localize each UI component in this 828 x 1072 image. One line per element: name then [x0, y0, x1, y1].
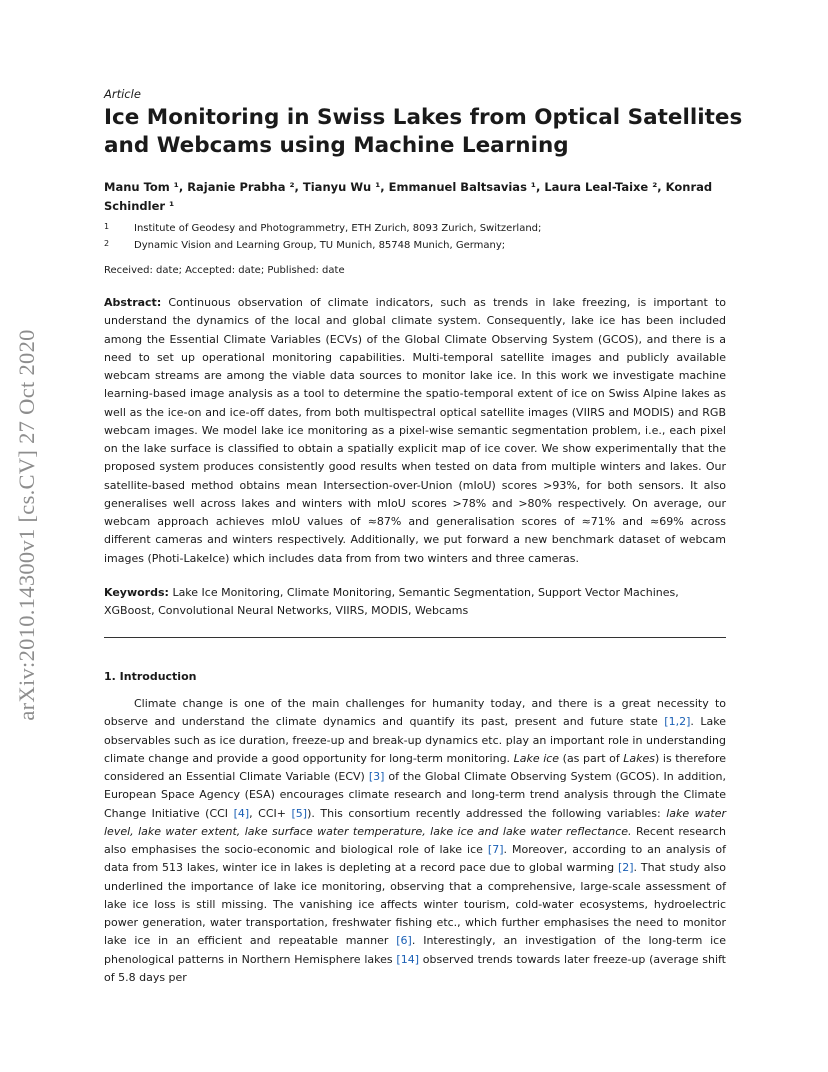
intro-text: ). This consortium recently addressed the following variables: — [307, 806, 667, 820]
author-list — [104, 178, 744, 216]
section-divider — [104, 637, 726, 638]
intro-text: Climate change is one of the main challenges for humanity today, and there is a great necessity to observe and understand the climate dynamics and quantify its past, present and future state — [104, 697, 726, 729]
keywords-text: Lake Ice Monitoring, Climate Monitoring, Semantic Segmentation, Support Vector Machines, XGBoost, Convolutional Neural Networks, VIIRS, MODIS, Webcams — [104, 586, 679, 618]
intro-text: of the Global Climate Observing System (GCOS). In addition, European Space Agency (ESA) encourages climate research and long-term trend analysis through the Climate Change Initiative (CCI — [104, 770, 727, 820]
intro-text: observed trends towards later freeze-up (average shift of 5.8 days per — [104, 952, 726, 984]
citation-link[interactable]: [2] — [617, 861, 634, 875]
affiliation-text: Institute of Geodesy and Photogrammetry, ETH Zurich, 8093 Zurich, Switzerland; — [134, 223, 542, 234]
keywords-label: Keywords: — [104, 586, 169, 599]
affiliation-number: 2 — [104, 239, 110, 248]
abstract-text: Continuous observation of climate indicators, such as trends in lake freezing, is important to understand the dynamics of the local and global climate system. Consequently, lake ice has been included among the Essential Climate Variables (ECVs) of the Global Climate Observing System (GCOS), and there is a need to set up operational monitoring capabilities. Multi-temporal satellite images and publicly available webcam streams are among the viable data sources to monitor lake ice. In this work we investigate machine learning-based image analysis as a tool to determine the spatio-temporal extent of ice on Swiss Alpine lakes as well as the ice-on and ice-off dates, from both multispectral optical satellite images (VIIRS and MODIS) and RGB webcam images. We model lake ice monitoring as a pixel-wise semantic segmentation problem, i.e., each pixel on the lake surface is classified to obtain a spatially explicit map of ice cover. We show experimentally that the proposed system produces consistently good results when tested on data from multiple winters and lakes. Our satellite-based method obtains mean Intersection-over-Union (mIoU) scores >93%, for both sensors. It also generalises well across lakes and winters with mIoU scores >78% and >80% respectively. On average, our webcam approach achieves mIoU values of ≈87% and generalisation scores of ≈71% and ≈69% across different cameras and winters respectively. Additionally, we put forward a new benchmark dataset of webcam images (Photi-LakeIce) which includes data from from two winters and three cameras. — [104, 296, 727, 565]
intro-text: (as part of — [559, 751, 624, 765]
intro-text: Recent research also emphasises the socio-economic and biological role of lake ice — [104, 824, 726, 856]
abstract-label: Abstract: — [104, 296, 162, 309]
introduction-paragraph — [104, 695, 726, 987]
article-label: Article — [104, 87, 141, 101]
intro-text: . Moreover, according to an analysis of data from 513 lakes, winter ice in lakes is depleting at a record pace due to global warming — [104, 843, 726, 875]
citation-link[interactable]: [4] — [233, 806, 250, 820]
intro-text: . That study also underlined the importance of lake ice monitoring, observing that a comprehensive, large-scale assessment of lake ice loss is still missing. The vanishing ice affects winter tourism, cold-water ecosystems, hydroelectric power generation, water transportation, freshwater fishing etc., which further emphasises the need to monitor lake ice in an efficient and repeatable manner — [104, 861, 726, 948]
citation-link[interactable]: [1,2] — [664, 715, 691, 729]
intro-text: . Interestingly, an investigation of the long-term ice phenological patterns in Northern Hemisphere lakes — [104, 934, 727, 966]
intro-text: ) is therefore considered an Essential Climate Variable (ECV) — [104, 751, 726, 783]
intro-emphasis: Lake ice — [513, 751, 560, 765]
authors-line-1: Manu Tom ¹, Rajanie Prabha ², Tianyu Wu ¹, Emmanuel Baltsavias ¹, Laura Leal-Taixe ², Konrad — [104, 180, 713, 194]
arxiv-identifier[interactable]: arXiv:2010.14300v1 [cs.CV] 27 Oct 2020 — [14, 329, 39, 721]
paper-title: Ice Monitoring in Swiss Lakes from Optical Satellites and Webcams using Machine Learning — [104, 105, 743, 158]
intro-emphasis: Lakes — [623, 751, 656, 765]
citation-link[interactable]: [14] — [396, 952, 419, 966]
intro-emphasis: lake water level, lake water extent, lake surface water temperature, lake ice and lake water reflectance. — [104, 806, 727, 838]
authors-line-2: Schindler ¹ — [104, 199, 175, 213]
affiliation-number: 1 — [104, 222, 110, 231]
affiliation-text: Dynamic Vision and Learning Group, TU Munich, 85748 Munich, Germany; — [134, 240, 506, 251]
intro-text: . Lake observables such as ice duration, freeze-up and break-up dynamics etc. play an important role in understanding climate change and provide a good opportunity for long-term monitoring. — [104, 715, 727, 765]
intro-text: , CCI+ — [249, 806, 292, 820]
keywords — [104, 584, 726, 621]
affiliation-1 — [104, 222, 541, 236]
section-heading-introduction: 1. Introduction — [104, 670, 197, 683]
publication-dates: Received: date; Accepted: date; Published: date — [104, 265, 345, 276]
citation-link[interactable]: [3] — [368, 770, 385, 783]
abstract — [104, 294, 726, 568]
affiliation-2 — [104, 239, 505, 253]
citation-link[interactable]: [7] — [487, 843, 504, 856]
citation-link[interactable]: [6] — [396, 934, 412, 948]
citation-link[interactable]: [5] — [291, 806, 308, 820]
